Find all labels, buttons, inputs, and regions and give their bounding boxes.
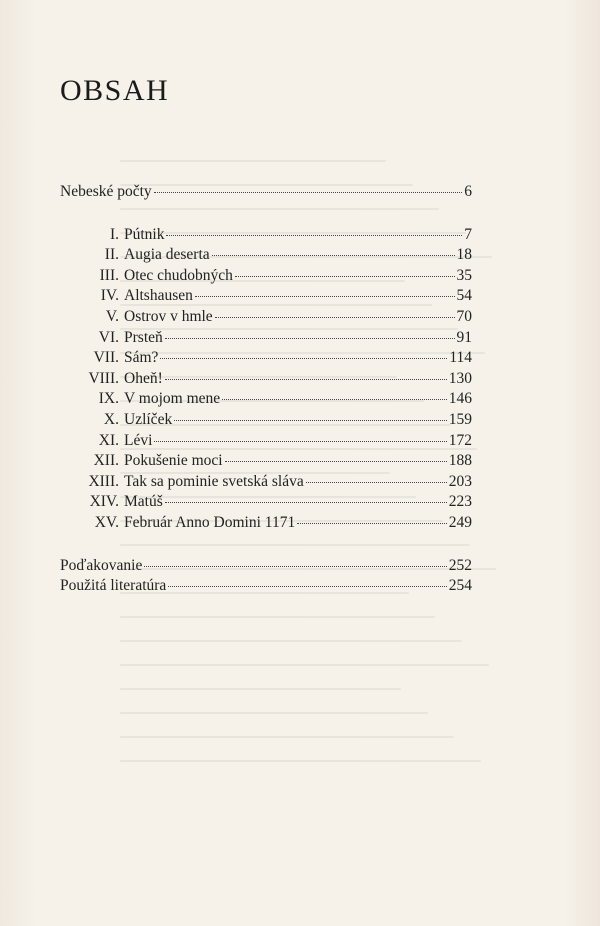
toc-entry-chapter [60, 286, 472, 307]
toc-entry-chapter [60, 307, 472, 328]
chapter-number: XIII. [88, 472, 119, 490]
toc-entry-chapter [60, 472, 472, 493]
chapter-number: V. [105, 307, 119, 325]
toc-page-number: 146 [448, 390, 472, 408]
chapter-number: VI. [98, 328, 119, 346]
toc-leader-dots [165, 338, 455, 339]
toc-entry-label: Lévi [124, 431, 153, 449]
toc-leader-dots [165, 502, 447, 503]
chapter-number: IX. [98, 390, 119, 408]
toc-leader-dots [174, 420, 447, 421]
toc-page-number: 252 [448, 556, 472, 574]
toc-entry-label: Augia deserta [124, 246, 210, 264]
toc-entry-acknowledgements [60, 556, 472, 577]
toc-page-number: 91 [456, 328, 472, 346]
bleed-through-line [120, 736, 454, 738]
chapter-number: VIII. [88, 369, 119, 387]
bleed-through-line [120, 760, 481, 762]
bleed-through-line [120, 688, 401, 690]
chapter-number: XI. [98, 431, 119, 449]
chapter-number: VII. [93, 349, 119, 367]
toc-entry-label: Tak sa pominie svetská sláva [124, 472, 304, 490]
toc-leader-dots [297, 523, 447, 524]
toc-entry-label: Oheň! [124, 369, 163, 387]
toc-page-number: 203 [448, 472, 472, 490]
toc-leader-dots [215, 317, 455, 318]
chapter-list [60, 225, 472, 534]
toc-entry-label: Nebeské počty [60, 183, 152, 200]
toc-entry-chapter [60, 369, 472, 390]
chapter-number: XV. [94, 513, 119, 531]
toc-entry-chapter [60, 328, 472, 349]
toc-entry-intro [60, 182, 472, 203]
toc-entry-label: Prsteň [124, 328, 163, 346]
chapter-number: X. [103, 410, 119, 428]
toc-leader-dots [306, 482, 447, 483]
toc-page-number: 6 [464, 183, 472, 200]
toc-entry-label: Otec chudobných [124, 266, 233, 284]
chapter-number: IV. [100, 287, 119, 305]
toc-page-number: 70 [456, 307, 472, 325]
chapter-number: I. [109, 225, 119, 243]
bleed-through-line [120, 664, 489, 666]
toc-entry-label: Uzlíček [124, 410, 173, 428]
toc-entry-chapter [60, 266, 472, 287]
toc-entry-chapter [60, 348, 472, 369]
toc-leader-dots [154, 441, 446, 442]
page-title: OBSAH [60, 74, 170, 107]
toc-entry-label: Použitá literatúra [60, 577, 167, 595]
toc-entry-label: Pokušenie moci [124, 452, 223, 470]
toc-entry-label: Poďakovanie [60, 556, 143, 574]
chapter-number: XIV. [89, 493, 119, 511]
toc-entry-label: Matúš [124, 493, 163, 511]
toc-leader-dots [144, 566, 446, 567]
toc-leader-dots [166, 235, 462, 236]
toc-page-number: 114 [449, 349, 472, 367]
toc-entry-chapter [60, 389, 472, 410]
bleed-through-line [120, 616, 435, 618]
bleed-through-line [120, 712, 428, 714]
toc-leader-dots [168, 586, 446, 587]
toc-page-number: 249 [448, 513, 472, 531]
toc-entry-label: Altshausen [124, 287, 193, 305]
toc-leader-dots [212, 255, 455, 256]
toc-leader-dots [222, 399, 447, 400]
toc-entry-chapter [60, 513, 472, 534]
chapter-number: XII. [93, 452, 119, 470]
toc-entry-chapter [60, 245, 472, 266]
toc-page-number: 18 [456, 246, 472, 264]
toc-leader-dots [225, 461, 447, 462]
toc-entry-label: Sám? [124, 349, 159, 367]
toc-entry-chapter [60, 431, 472, 452]
toc-page-number: 254 [448, 577, 472, 595]
toc-leader-dots [154, 192, 463, 193]
bleed-through-line [120, 160, 386, 162]
toc-leader-dots [165, 379, 447, 380]
chapter-number: II. [104, 246, 119, 264]
toc-entry-chapter [60, 410, 472, 431]
toc-entry-chapter [60, 225, 472, 246]
toc-page-number: 223 [448, 493, 472, 511]
bleed-through-line [120, 640, 462, 642]
toc-leader-dots [235, 276, 455, 277]
toc-page-number: 35 [456, 266, 472, 284]
toc-page-number: 7 [464, 225, 472, 243]
toc-leader-dots [195, 296, 455, 297]
table-of-contents [60, 182, 472, 597]
chapter-number: III. [99, 266, 119, 284]
toc-page-number: 54 [456, 287, 472, 305]
toc-entry-label: Ostrov v hmle [124, 307, 213, 325]
toc-entry-label: V mojom mene [124, 390, 221, 408]
toc-entry-chapter [60, 492, 472, 513]
toc-page-number: 130 [448, 369, 472, 387]
toc-page-number: 159 [448, 410, 472, 428]
toc-entry-bibliography [60, 576, 472, 597]
toc-page-number: 188 [448, 452, 472, 470]
toc-leader-dots [160, 358, 447, 359]
toc-page-number: 172 [448, 431, 472, 449]
toc-entry-label: Pútnik [124, 225, 165, 243]
toc-entry-chapter [60, 451, 472, 472]
toc-entry-label: Február Anno Domini 1171 [124, 513, 296, 531]
